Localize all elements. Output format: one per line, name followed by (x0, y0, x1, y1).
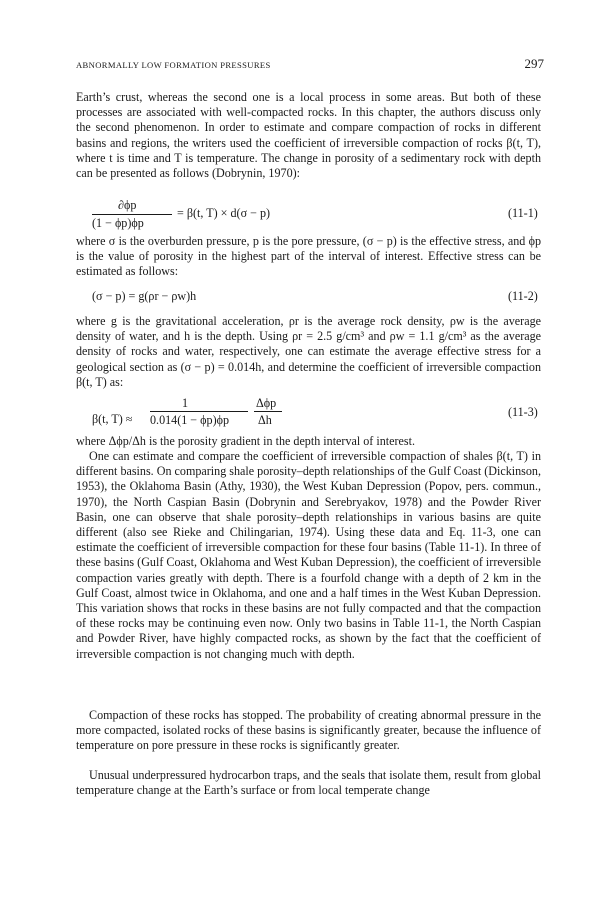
eq1-number: (11-1) (508, 206, 538, 220)
paragraph-4: where Δϕp/Δh is the porosity gradient in the depth interval of interest. (76, 434, 415, 448)
paragraph-6: Compaction of these rocks has stopped. The probability of creating abnormal pressure in the more compacted, isolated rocks of these basins is significantly greater, because the influence of temperature on pore pressure in these rocks is significantly greater. (76, 708, 541, 753)
paragraph-3: where g is the gravitational acceleration, ρr is the average rock density, ρw is the average density of water, and h is the depth. Using ρr = 2.5 g/cm³ and ρw = 1.1 g/cm³ as the average density of rocks and water, respectively, one can estimate the average effective stress for a geological section as (σ − p) = 0.014h, and determine the coefficient of irreversible compaction β(t, T) as: (76, 314, 541, 389)
paragraph-7: Unusual underpressured hydrocarbon traps, and the seals that isolate them, result from global temperature change at the Earth’s surface or from local temperate change (76, 768, 541, 798)
paragraph-5: One can estimate and compare the coefficient of irreversible compaction of shales β(t, T) in different basins. On comparing shale porosity–depth relationships of the Gulf Coast (Dickinson, 1953), the Oklahoma Basin (Athy, 1930), the West Kuban Depression (Popov, pers. commun., 1970), the North Caspian Basin (Dobrynin and Serebryakov, 1978) and the Powder River Basin, one can observe that shale porosity–depth relationships in various basins are quite different (also see Rieke and Chilingarian, 1974). Using these data and Eq. 11-3, one can estimate the coefficient of irreversible compaction for these four basins (Table 11-1). In three of these basins (Gulf Coast, Oklahoma and West Kuban Depression), the coefficient of irreversible compaction varies greatly with depth. There is a fourfold change with a depth of 2 km in the Gulf Coast, almost twice in Oklahoma, and one and a half times in the West Kuban Depression. This variation shows that rocks in these basins are not fully compacted and that the compaction of these rocks may be continuing even now. Only two basins in Table 11-1, the North Caspian and Powder River, have highly compacted rocks, as shown by the fact that the coefficient of irreversible compaction is not changing much with depth. (76, 449, 541, 661)
eq3-numerator-2: Δϕp (256, 396, 277, 410)
paragraph-1: Earth’s crust, whereas the second one is a local process in some areas. But both of these processes are associated with well-compacted rocks. In this chapter, the authors discuss only the second phenomenon. In order to estimate and compare compaction of rocks in different basins and regions, the writers used the coefficient of irreversible compaction of rocks β(t, T), where t is time and T is temperature. The change in porosity of a sedimentary rock with depth can be presented as follows (Dobrynin, 1970): (76, 90, 541, 181)
eq3-fraction-bar-2 (254, 411, 282, 412)
eq3-number: (11-3) (508, 405, 538, 419)
running-title: ABNORMALLY LOW FORMATION PRESSURES (76, 60, 271, 70)
eq3-fraction-bar-1 (150, 411, 248, 412)
eq3-denominator-1: 0.014(1 − ϕp)ϕp (150, 413, 230, 427)
eq2-body: (σ − p) = g(ρr − ρw)h (92, 289, 197, 303)
eq1-rhs: = β(t, T) × d(σ − p) (177, 206, 271, 220)
page-number: 297 (524, 56, 544, 71)
paragraph-2: where σ is the overburden pressure, p is the pore pressure, (σ − p) is the effective stress, and ϕp is the value of porosity in the highest part of the interval of interest. Effective stress can be estimated as follows: (76, 234, 541, 279)
eq3-lhs: β(t, T) ≈ (92, 412, 133, 426)
eq1-fraction-bar (92, 214, 172, 215)
eq1-denominator: (1 − ϕp)ϕp (92, 216, 144, 230)
eq3-numerator-1: 1 (182, 396, 189, 410)
eq1-numerator: ∂ϕp (118, 198, 137, 212)
eq2-number: (11-2) (508, 289, 538, 303)
eq3-denominator-2: Δh (258, 413, 272, 427)
